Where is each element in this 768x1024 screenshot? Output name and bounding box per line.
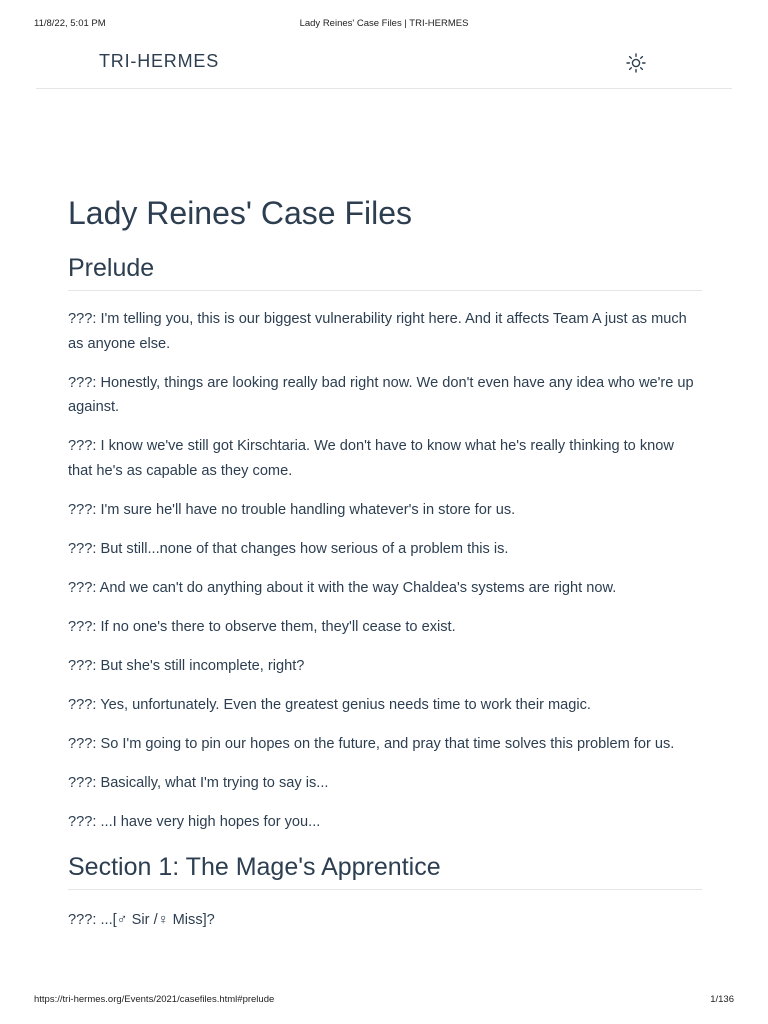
print-page-title: Lady Reines' Case Files | TRI-HERMES: [299, 18, 469, 29]
section-heading-mages-apprentice: Section 1: The Mage's Apprentice: [68, 849, 702, 890]
page-title: Lady Reines' Case Files: [68, 195, 413, 231]
print-header: [0, 18, 768, 30]
print-url: https://tri-hermes.org/Events/2021/casefiles.html#prelude: [34, 994, 275, 1005]
dialogue-line: ???: But still...none of that changes how serious of a problem this is.: [68, 540, 509, 557]
sun-icon[interactable]: [625, 52, 647, 74]
dialogue-line: ???: If no one's there to observe them, they'll cease to exist.: [68, 618, 456, 635]
print-datetime: 11/8/22, 5:01 PM: [34, 18, 106, 29]
dialogue-line: ???: Yes, unfortunately. Even the greatest genius needs time to work their magic.: [68, 696, 591, 713]
dialogue-line: ???: I'm telling you, this is our biggest vulnerability right here. And it affects Team A just as much as anyone else.: [68, 311, 687, 352]
dialogue-line: ???: So I'm going to pin our hopes on the future, and pray that time solves this problem for us.: [68, 735, 675, 752]
dialogue-line: ???: And we can't do anything about it with the way Chaldea's systems are right now.: [68, 579, 617, 596]
print-footer: [0, 994, 768, 1006]
dialogue-line: ???: I'm sure he'll have no trouble handling whatever's in store for us.: [68, 501, 516, 518]
main-content: [68, 190, 702, 947]
dialogue-line: ???: Basically, what I'm trying to say is...: [68, 774, 329, 791]
dialogue-line: ???: ...[♂ Sir /♀ Miss]?: [68, 911, 215, 928]
dialogue-line: ???: ...I have very high hopes for you...: [68, 813, 321, 830]
navbar: [36, 48, 732, 89]
section-1-dialogue: [68, 908, 702, 933]
site-brand-link[interactable]: TRI-HERMES: [99, 51, 219, 71]
dialogue-line: ???: But she's still incomplete, right?: [68, 657, 305, 674]
section-heading-prelude: Prelude: [68, 250, 702, 291]
print-page-number: 1/136: [710, 994, 734, 1005]
dialogue-line: ???: I know we've still got Kirschtaria. We don't have to know what he's really thinking to know that he's as capable as they come.: [68, 438, 674, 479]
prelude-dialogue: [68, 307, 702, 834]
dialogue-line: ???: Honestly, things are looking really bad right now. We don't even have any idea who we're up against.: [68, 374, 694, 415]
